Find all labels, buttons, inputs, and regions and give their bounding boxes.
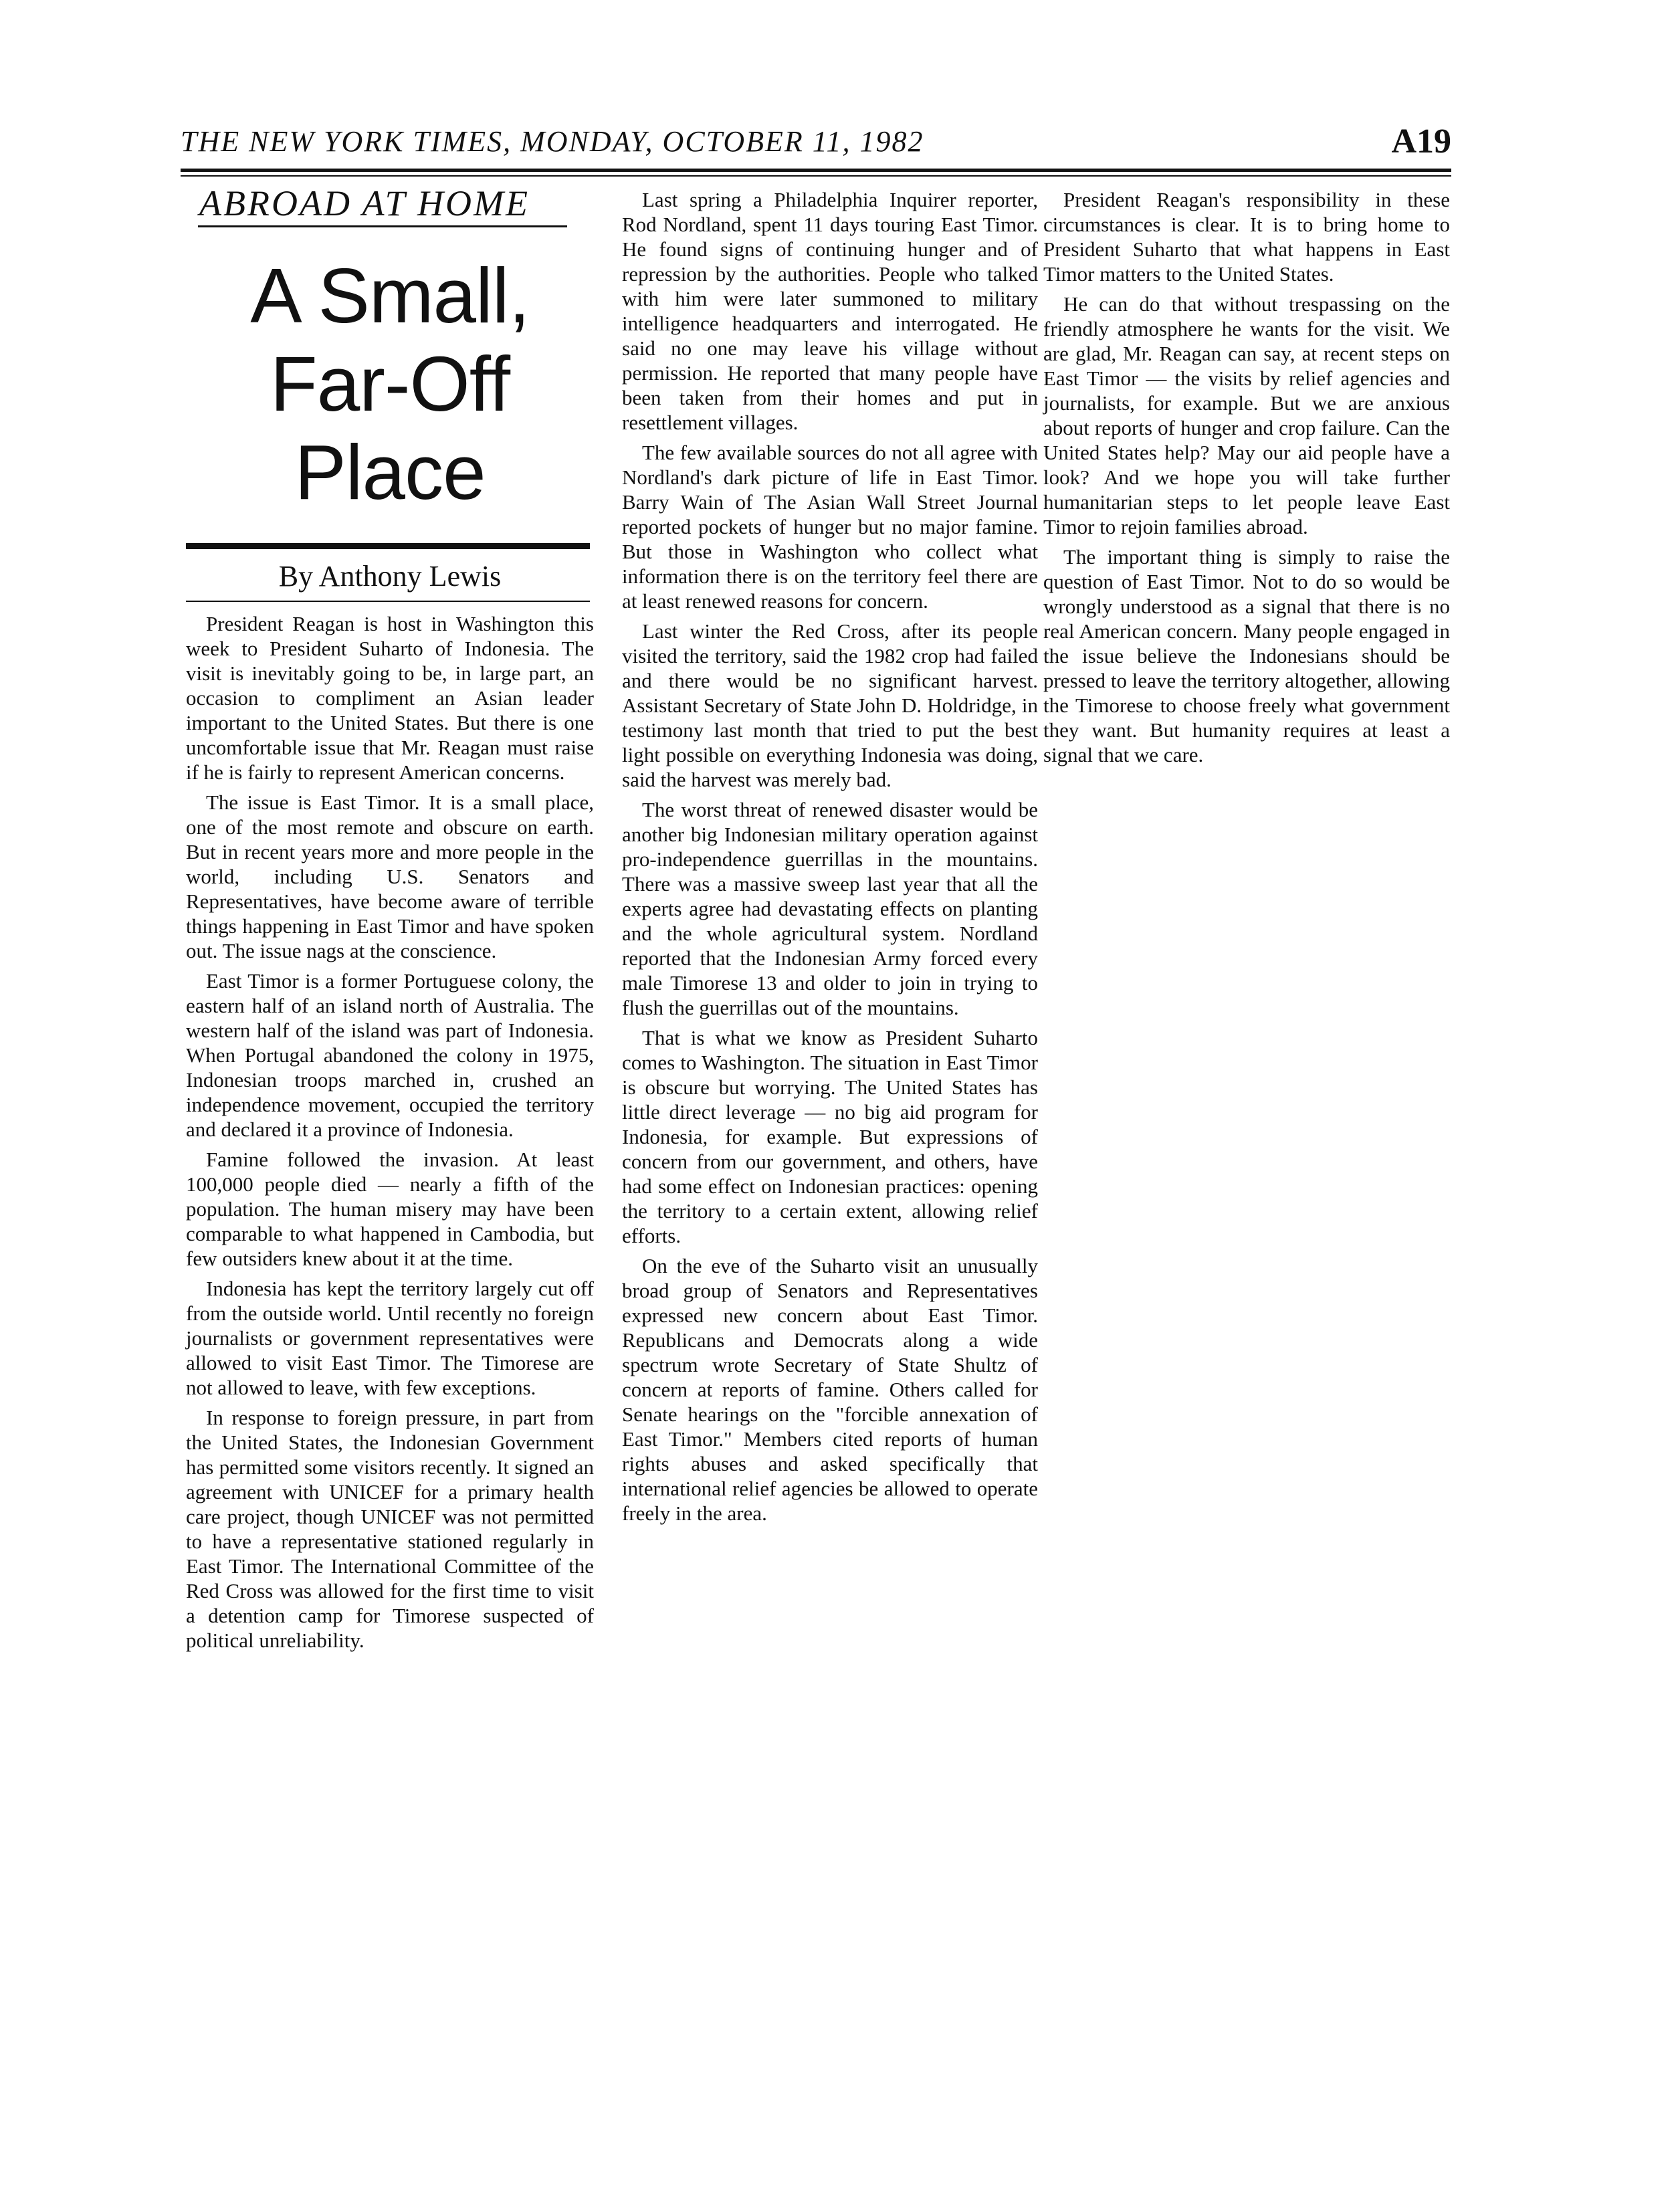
paragraph: He can do that without trespassing on the friendly atmosphere he wants for the visit. We are glad, Mr. Reagan can say, at recent steps on East Timor — the visits by relief agencies and journalists, for example. But we are anxious about reports of hunger and crop failure. Can the United States help? May our aid people have a look? And we hope you will take further humanitarian steps to let people leave East Timor to rejoin families abroad. <box>1043 292 1450 538</box>
masthead-rule-thin <box>181 175 1451 177</box>
paragraph: In response to foreign pressure, in part from the United States, the Indonesian Government has permitted some visitors recently. It signed an agreement with UNICEF for a primary health care project, though UNICEF was not permitted to have a representative stationed regularly in East Timor. The International Committee of the Red Cross was allowed for the first time to visit a detention camp for Timorese suspected of political unreliability. <box>186 1406 594 1652</box>
paragraph: The important thing is simply to raise the question of East Timor. Not to do so would be wrongly understood as a signal that there is no real American concern. Many people engaged in the issue believe the Indonesians should be pressed to leave the territory altogether, allowing the Timorese to choose freely what government they want. But humanity requires at least a signal that we care. <box>1043 545 1450 766</box>
masthead-rule <box>181 169 1451 172</box>
headline: A Small, Far-Off Place <box>250 252 530 516</box>
paragraph: President Reagan's responsibility in these circumstances is clear. It is to bring home to President Suharto that what happens in East Timor matters to the United States. <box>1043 188 1450 286</box>
byline-rule-thin <box>186 601 590 602</box>
column-1 <box>186 183 594 1658</box>
paragraph: On the eve of the Suharto visit an unusually broad group of Senators and Representatives expressed new concern about East Timor. Republicans and Democrats along a wide spectrum wrote Secretary of State Shultz of concern at reports of famine. Others called for Senate hearings on the "forcible annexation of East Timor." Members cited reports of human rights abuses and asked specifically that international relief agencies be allowed to operate freely in the area. <box>622 1254 1038 1525</box>
column-name-rule <box>198 225 567 227</box>
dateline: THE NEW YORK TIMES, MONDAY, OCTOBER 11, 1982 <box>181 125 924 158</box>
paragraph: Famine followed the invasion. At least 100,000 people died — nearly a fifth of the population. The human misery may have been comparable to what happened in Cambodia, but few outsiders knew about it at the time. <box>186 1148 594 1270</box>
paragraph: Indonesia has kept the territory largely cut off from the outside world. Until recently no foreign journalists or government representatives were allowed to visit East Timor. The Timorese are not allowed to leave, with few exceptions. <box>186 1277 594 1399</box>
paragraph: That is what we know as President Suharto comes to Washington. The situation in East Timor is obscure but worrying. The United States has little direct leverage — no big aid program for Indonesia, for example. But expressions of concern from our government, and others, have had some effect on Indonesian practices: opening the territory to a certain extent, allowing relief efforts. <box>622 1026 1038 1247</box>
paragraph: The worst threat of renewed disaster would be another big Indonesian military operation against pro-independence guerrillas in the mountains. There was a massive sweep last year that all the experts agree had devastating effects on planting and the whole agricultural system. Nordland reported that the Indonesian Army forced every male Timorese 13 and older to join in trying to flush the guerrillas out of the mountains. <box>622 798 1038 1019</box>
paragraph: Last winter the Red Cross, after its people visited the territory, said the 1982 crop had failed and there would be no significant harvest. Assistant Secretary of State John D. Holdridge, in testimony last month that tried to put the best light possible on everything Indonesia was doing, said the harvest was merely bad. <box>622 619 1038 791</box>
column-3 <box>1043 187 1450 772</box>
paragraph: The issue is East Timor. It is a small place, one of the most remote and obscure on earth. But in recent years more and more people in the world, including U.S. Senators and Representatives, have become aware of terrible things happening in East Timor and have spoken out. The issue nags at the conscience. <box>186 791 594 962</box>
paragraph: President Reagan is host in Washington this week to President Suharto of Indonesia. The visit is inevitably going to be, in large part, an occasion to compliment an Asian leader important to the United States. But there is one uncomfortable issue that Mr. Reagan must raise if he is fairly to represent American concerns. <box>186 612 594 784</box>
paragraph: The few available sources do not all agree with Nordland's dark picture of life in East Timor. Barry Wain of The Asian Wall Street Journal reported pockets of hunger but no major famine. But those in Washington who collect what information there is on the territory feel there are at least renewed reasons for concern. <box>622 441 1038 613</box>
column-name: ABROAD AT HOME <box>199 183 530 223</box>
paragraph: East Timor is a former Portuguese colony, the eastern half of an island north of Australia. The western half of the island was part of Indonesia. When Portugal abandoned the colony in 1975, Indonesian troops marched in, crushed an independence movement, occupied the territory and declared it a province of Indonesia. <box>186 969 594 1141</box>
byline-rule <box>186 543 590 549</box>
page-number: A19 <box>1391 122 1451 161</box>
column-2 <box>622 187 1038 1531</box>
paragraph: Last spring a Philadelphia Inquirer reporter, Rod Nordland, spent 11 days touring East Timor. He found signs of continuing hunger and of repression by the authorities. People who talked with him were later summoned to military intelligence headquarters and interrogated. He said no one may leave his village without permission. He reported that many people have been taken from their homes and put in resettlement villages. <box>622 188 1038 434</box>
byline: By Anthony Lewis <box>278 560 502 593</box>
